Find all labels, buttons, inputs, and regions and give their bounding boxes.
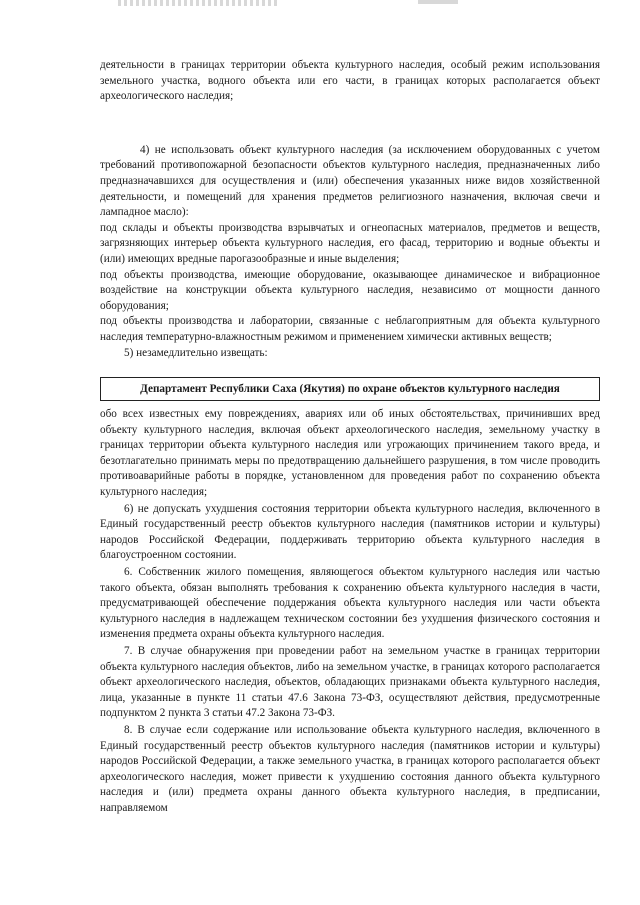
item-5-body: обо всех известных ему повреждениях, авариях или об иных обстоятельствах, причинивших вред объекту культурного наследия, включая объект археологического наследия, земельному участку в границах территории объекта культурного наследия или угрожающих причинением такого вреда, и безотлагательно принимать меры по предотвращению дальнейшего разрушения, в том числе проводить противоаварийные работы в порядке, установленном для проведения работ по сохранению объекта культурного наследия; (100, 408, 600, 499)
item-4-intro: 4) не использовать объект культурного наследия (за исключением оборудованных с учетом требований противопожарной безопасности объектов культурного наследия, предназначенных либо предназначавшихся для осуществления и (или) обеспечения указанных ниже видов хозяйственной деятельности, и помещений для хранения предметов религиозного назначения, включая свечи и лампадное масло): (100, 143, 600, 219)
clause-8: 8. В случае если содержание или использование объекта культурного наследия, включенного в Единый государственный реестр объектов культурного наследия (памятников истории и культуры) народов Российской Федерации, а также земельного участка, в границах которого располагается объект археологического наследия, может привести к ухудшению состояния данного объекта культурного наследия и (или) предмета охраны данного объекта культурного наследия, в предписании, направляемом (100, 723, 600, 814)
item-4-sub-warehouses: под склады и объекты производства взрывчатых и огнеопасных материалов, предметов и веществ, загрязняющих интерьер объекта культурного наследия, его фасад, территорию и водные объекты и (или) имеющих вредные парогазообразные и иные выделения; (100, 221, 600, 265)
item-6: 6) не допускать ухудшения состояния территории объекта культурного наследия, включенного в Единый государственный реестр объектов культурного наследия (памятников истории и культуры) народов Российской Федерации, поддерживать территорию объекта культурного наследия в благоустроенном состоянии. (100, 502, 600, 562)
item-4-sub-vibration: под объекты производства, имеющие оборудование, оказывающее динамическое и вибрационное воздействие на конструкции объекта культурного наследия, независимо от мощности данного оборудования; (100, 268, 600, 312)
paragraph-continuation: деятельности в границах территории объекта культурного наследия, особый режим использования земельного участка, водного объекта или его части, в границах которых располагается объект археологического наследия; (100, 59, 600, 103)
scan-artifact-top (118, 0, 278, 6)
clause-7: 7. В случае обнаружения при проведении работ на земельном участке в границах территории объекта культурного наследия объектов, либо на земельном участке, в границах которого располагается объект археологического наследия, объектов, обладающих признаками объекта культурного наследия, лица, указанные в пункте 11 статьи 47.6 Закона 73-ФЗ, осуществляют действия, предусмотренные подпунктом 2 пункта 3 статьи 47.2 Закона 73-ФЗ. (100, 645, 600, 720)
clause-6: 6. Собственник жилого помещения, являющегося объектом культурного наследия или частью такого объекта, обязан выполнять требования к сохранению объекта культурного наследия в части, предусматривающей обеспечение поддержания объекта культурного наследия или части объекта культурного наследия в надлежащем техническом состоянии без ухудшения физического состояния и изменения предмета охраны объекта культурного наследия. (100, 566, 600, 641)
item-4-sub-laboratories: под объекты производства и лаборатории, связанные с неблагоприятным для объекта культурного наследия температурно-влажностным режимом и применением химически активных веществ; (100, 315, 600, 343)
recipient-box: Департамент Республики Саха (Якутия) по охране объектов культурного наследия (100, 377, 600, 401)
scan-artifact-mark (418, 0, 458, 4)
item-5-intro: 5) незамедлительно извещать: (124, 346, 268, 359)
document-page (100, 58, 600, 817)
